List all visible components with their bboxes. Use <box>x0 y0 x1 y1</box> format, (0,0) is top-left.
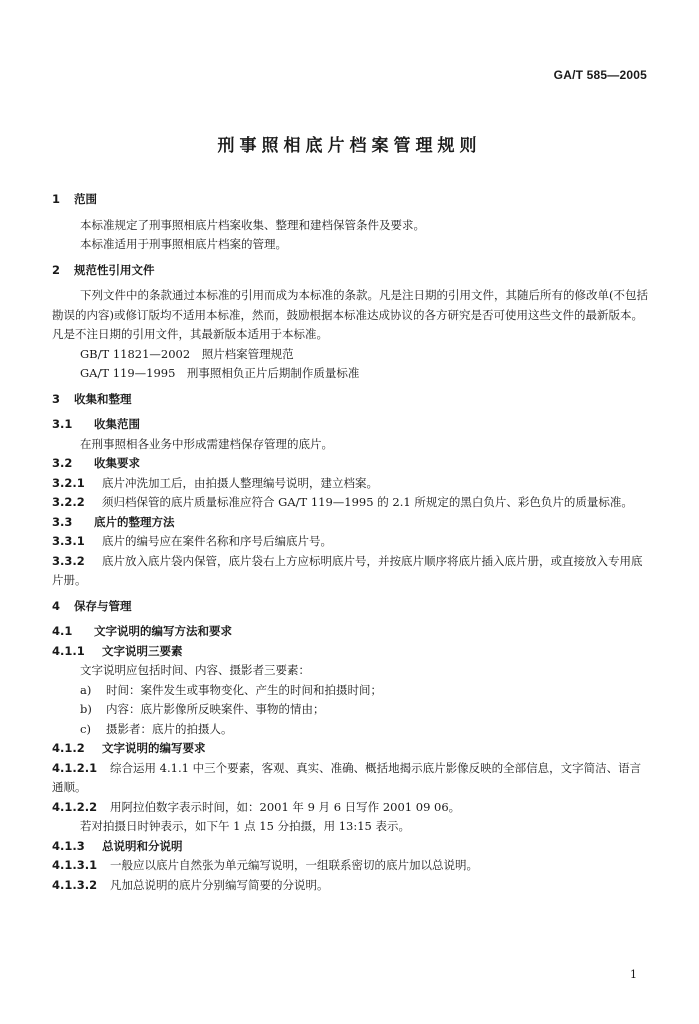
clause-text: 底片的编号应在案件名称和序号后编底片号。 <box>102 534 332 548</box>
subsection-heading <box>52 513 648 533</box>
paragraph: 文字说明应包括时间、内容、摄影者三要素： <box>80 663 310 677</box>
subsection-number: 3.2 <box>52 456 73 470</box>
clause <box>52 474 648 494</box>
standard-code: GA/T 585—2005 <box>553 68 647 82</box>
section-4-heading <box>52 597 648 617</box>
list-item-text: 时间：案件发生或事物变化、产生的时间和拍摄时间； <box>106 682 382 697</box>
clause-heading <box>52 642 648 662</box>
clause-text: 底片冲洗加工后，由拍摄人整理编号说明，建立档案。 <box>102 475 378 490</box>
clause-number: 4.1.3.2 <box>52 877 98 892</box>
clause-number: 4.1.2 <box>52 741 85 755</box>
subsection-number: 3.3 <box>52 514 73 529</box>
clause-text: 底片放入底片袋内保管，底片袋右上方应标明底片号，并按底片顺序将底片插入底片册，或直接放入专用底片册。 <box>52 553 643 587</box>
clause <box>52 856 648 876</box>
section-title: 收集和整理 <box>74 391 132 406</box>
section-number: 2 <box>52 262 61 277</box>
list-item <box>52 681 648 701</box>
clause-number: 4.1.3.1 <box>52 858 98 872</box>
normative-reference: GA/T 119—1995 刑事照相负正片后期制作质量标准 <box>80 366 360 380</box>
document-body <box>52 190 648 895</box>
clause <box>52 552 648 591</box>
clause <box>52 532 648 552</box>
section-title: 保存与管理 <box>74 598 132 613</box>
clause <box>52 876 648 896</box>
clause-heading <box>52 739 648 759</box>
clause <box>52 759 648 798</box>
subsection-heading <box>52 454 648 474</box>
subsection-number: 4.1 <box>52 624 73 638</box>
clause-number: 4.1.2.2 <box>52 799 98 814</box>
list-item <box>52 700 648 720</box>
section-number: 1 <box>52 192 61 206</box>
subsection-title: 文字说明的编写方法和要求 <box>94 624 232 638</box>
section-2-heading <box>52 261 648 281</box>
list-marker: c) <box>80 721 91 736</box>
clause-text: 综合运用 4.1.1 中三个要素，客观、真实、准确、概括地揭示底片影像反映的全部信息，文字简洁、语言通顺。 <box>52 760 642 794</box>
clause-text: 一般应以底片自然张为单元编写说明，一组联系密切的底片加以总说明。 <box>110 858 478 872</box>
paragraph: 本标准适用于刑事照相底片档案的管理。 <box>80 237 287 251</box>
subsection-number: 3.1 <box>52 417 73 431</box>
clause-title: 文字说明的编写要求 <box>102 741 206 755</box>
clause-title: 总说明和分说明 <box>102 838 183 853</box>
section-title: 范围 <box>74 192 97 206</box>
document-title: 刑事照相底片档案管理规则 <box>217 136 482 156</box>
section-3-heading <box>52 390 648 410</box>
list-marker: b) <box>80 702 92 716</box>
clause-title: 文字说明三要素 <box>102 643 183 658</box>
subsection-heading <box>52 622 648 642</box>
clause-number: 4.1.3 <box>52 838 85 853</box>
paragraph: 在刑事照相各业务中形成需建档保存管理的底片。 <box>80 436 333 451</box>
clause-number: 3.2.2 <box>52 495 85 509</box>
paragraph: 下列文件中的条款通过本标准的引用而成为本标准的条款。凡是注日期的引用文件，其随后所有的修改单(不包括勘误的内容)或修订版均不适用本标准，然而，鼓励根据本标准达成协议的各方研究是否可使用这些文件的最新版本。凡是不注日期的引用文件，其最新版本适用于本标准。 <box>52 288 648 341</box>
normative-reference: GB/T 11821—2002 照片档案管理规范 <box>80 346 294 361</box>
clause-number: 3.3.2 <box>52 553 85 568</box>
clause-text: 用阿拉伯数字表示时间，如：2001 年 9 月 6 日写作 2001 09 06。 <box>110 799 461 814</box>
clause-number: 3.3.1 <box>52 534 85 548</box>
list-marker: a) <box>80 682 92 697</box>
list-item-text: 摄影者：底片的拍摄人。 <box>106 721 233 736</box>
section-number: 4 <box>52 598 61 613</box>
subsection-title: 底片的整理方法 <box>94 514 175 529</box>
clause-text: 须归档保管的底片质量标准应符合 GA/T 119—1995 的 2.1 所规定的黑白负片、彩色负片的质量标准。 <box>102 495 633 509</box>
clause <box>52 798 648 818</box>
clause-number: 4.1.2.1 <box>52 760 98 775</box>
list-item-text: 内容：底片影像所反映案件、事物的情由； <box>106 702 325 716</box>
paragraph: 本标准规定了刑事照相底片档案收集、整理和建档保管条件及要求。 <box>80 217 425 232</box>
clause-number: 3.2.1 <box>52 475 85 490</box>
clause <box>52 493 648 513</box>
clause-number: 4.1.1 <box>52 643 85 658</box>
subsection-title: 收集要求 <box>94 456 140 470</box>
section-1-heading <box>52 190 648 210</box>
subsection-title: 收集范围 <box>94 417 140 431</box>
clause-heading <box>52 837 648 857</box>
section-number: 3 <box>52 391 61 406</box>
clause-text: 凡加总说明的底片分别编写简要的分说明。 <box>110 877 329 892</box>
page-number: 1 <box>630 968 637 981</box>
subsection-heading <box>52 415 648 435</box>
list-item <box>52 720 648 740</box>
section-title: 规范性引用文件 <box>74 262 155 277</box>
paragraph: 若对拍摄日时钟表示，如下午 1 点 15 分拍摄，用 13:15 表示。 <box>80 819 411 833</box>
